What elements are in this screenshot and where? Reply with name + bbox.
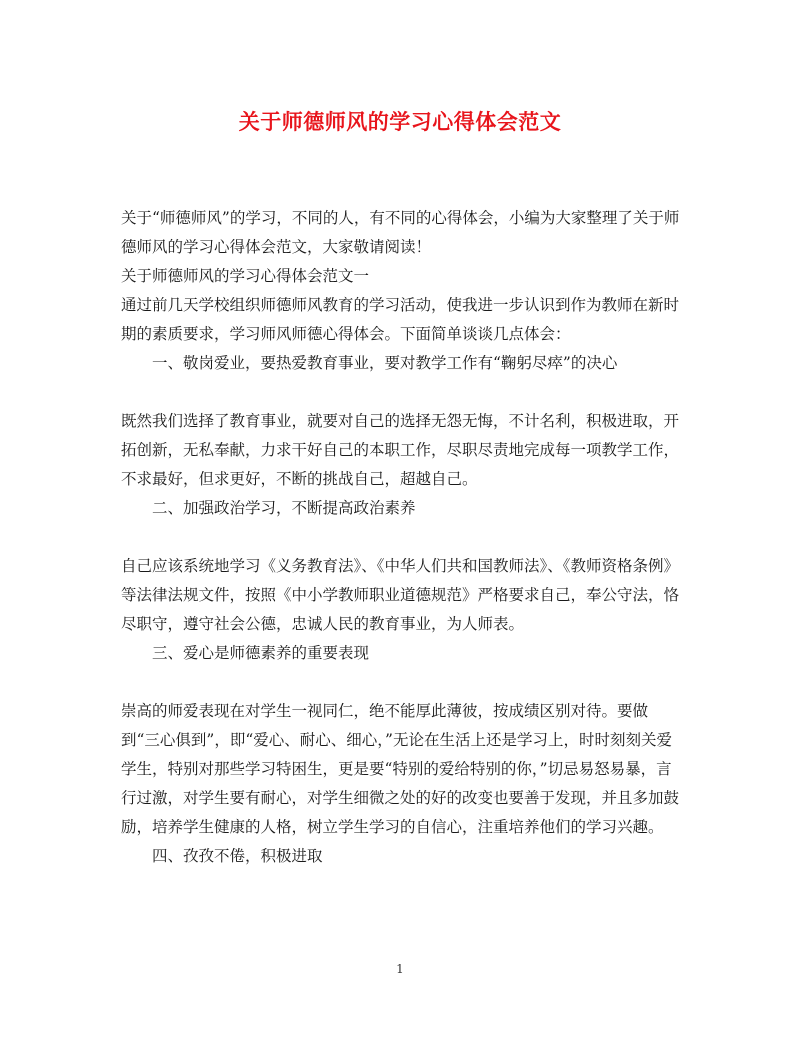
paragraph-gap [121, 378, 681, 407]
section-body-1: 既然我们选择了教育事业，就要对自己的选择无怨无悔，不计名利，积极进取，开拓创新，无私奉献，力求干好自己的本职工作，尽职尽责地完成每一项教学工作，不求最好，但求更好，不断的挑战自己，超越自己。 [121, 412, 680, 488]
section-heading-1: 一、敬岗爱业，要热爱教育事业，要对教学工作有“鞠躬尽瘁”的决心 [152, 354, 618, 372]
paragraph-gap [121, 523, 681, 552]
document-body [121, 204, 681, 871]
section-heading-3: 三、爱心是师德素养的重要表现 [152, 644, 370, 662]
intro-paragraph: 关于“师德师风”的学习，不同的人，有不同的心得体会，小编为大家整理了关于师德师风的学习心得体会范文，大家敬请阅读！ [121, 209, 680, 256]
subtitle-paragraph: 关于师德师风的学习心得体会范文一 [121, 267, 370, 285]
document-title: 关于师德师风的学习心得体会范文 [238, 109, 562, 134]
section-heading-2: 二、加强政治学习，不断提高政治素养 [152, 499, 416, 517]
page-number: 1 [396, 962, 404, 976]
opening-paragraph: 通过前几天学校组织师德师风教育的学习活动，使我进一步认识到作为教师在新时期的素质要求，学习师风师德心得体会。下面简单谈谈几点体会： [121, 296, 680, 343]
section-body-3: 崇高的师爱表现在对学生一视同仁，绝不能厚此薄彼，按成绩区别对待。要做到“三心俱到”，即“爱心、耐心、细心，”无论在生活上还是学习上，时时刻刻关爱学生，特别对那些学习特困生，更是要“特别的爱给特别的你，”切忌易怒易暴，言行过激，对学生要有耐心，对学生细微之处的好的改变也要善于发现，并且多加鼓励，培养学生健康的人格，树立学生学习的自信心，注重培养他们的学习兴趣。 [121, 702, 680, 836]
paragraph-gap [121, 668, 681, 697]
section-heading-4: 四、孜孜不倦，积极进取 [152, 847, 323, 865]
section-body-2: 自己应该系统地学习《义务教育法》、《中华人们共和国教师法》、《教师资格条例》等法律法规文件，按照《中小学教师职业道德规范》严格要求自己，奉公守法，恪尽职守，遵守社会公德，忠诚人民的教育事业，为人师表。 [121, 557, 680, 633]
